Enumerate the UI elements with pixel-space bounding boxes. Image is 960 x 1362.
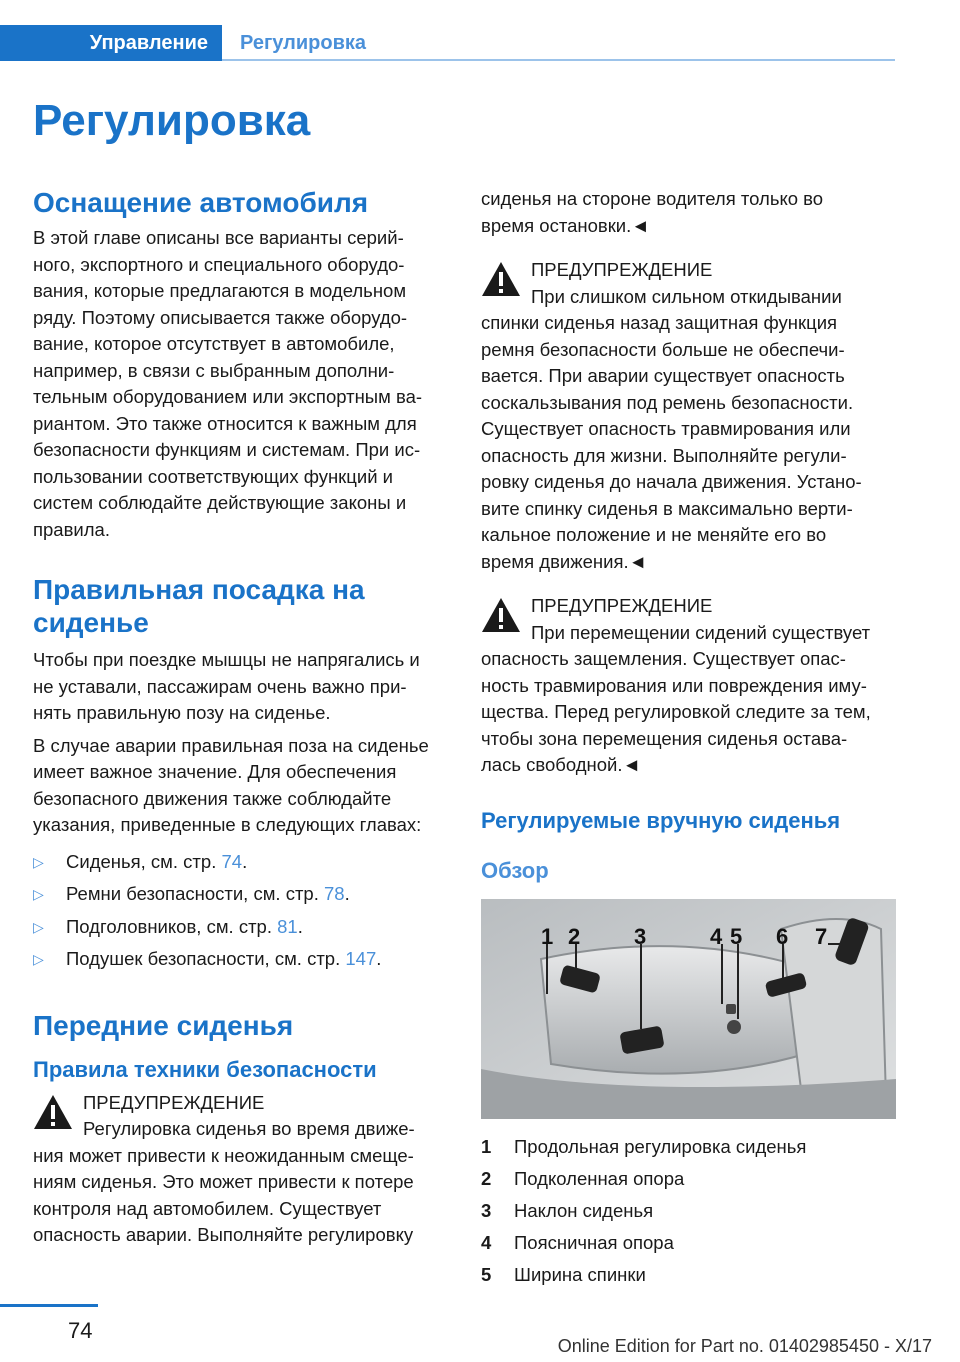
left-column xyxy=(33,186,448,1249)
list-item xyxy=(33,881,448,908)
legend-row xyxy=(481,1259,896,1291)
list-item xyxy=(33,946,448,973)
page-link[interactable]: 74 xyxy=(221,850,243,872)
warning-icon xyxy=(33,1094,73,1130)
page-link[interactable]: 147 xyxy=(345,948,377,969)
warning-block-1 xyxy=(33,1090,448,1249)
triangle-bullet-icon: ▷ xyxy=(33,853,44,870)
text-line: При перемещении сидений существует xyxy=(531,621,871,643)
text-line: чтобы зона перемещения сиденья остава- xyxy=(481,727,848,749)
section-title-line: Правильная посадка на xyxy=(33,574,365,605)
warning-icon xyxy=(481,597,521,633)
photo-label: 7 xyxy=(815,923,828,949)
text-line: Регулировка сиденья во время движе- xyxy=(83,1118,415,1139)
text-line: соскальзывания под ремень безопасности. xyxy=(481,391,854,413)
text-line: опасность аварии. Выполняйте регулировку xyxy=(33,1224,414,1245)
warning-icon xyxy=(481,261,521,297)
triangle-bullet-icon: ▷ xyxy=(33,918,44,935)
footer-rule xyxy=(0,1304,98,1307)
text-line: щества. Перед регулировкой следите за тем, xyxy=(481,701,871,722)
text-line: опасность для жизни. Выполняйте регули- xyxy=(481,444,847,466)
legend-row xyxy=(481,1131,896,1163)
warning-heading: ПРЕДУПРЕЖДЕНИЕ xyxy=(531,259,713,280)
text-line: не уставали, пассажирам очень важно при- xyxy=(33,675,407,697)
photo-label: 2 xyxy=(568,923,581,949)
list-item-text: Подушек безопасности, см. стр. xyxy=(66,948,346,969)
tab-regulirovka[interactable]: Регулировка xyxy=(240,32,367,54)
photo-label: 5 xyxy=(730,923,743,949)
text-line: правила. xyxy=(33,518,110,540)
text-line: вите спинку сиденья в максимально верти- xyxy=(481,497,853,519)
page-title: Регулировка xyxy=(33,96,311,145)
legend-number: 1 xyxy=(481,1135,492,1157)
paragraph-seating-2 xyxy=(33,733,448,839)
photo-label: 3 xyxy=(634,923,647,949)
text-line: время остановки.◄ xyxy=(481,214,650,236)
photo-legend xyxy=(481,1131,896,1291)
paragraph-continuation xyxy=(481,186,896,239)
legend-text: Поясничная опора xyxy=(514,1231,674,1253)
legend-number: 2 xyxy=(481,1167,492,1189)
legend-row xyxy=(481,1195,896,1227)
page-link[interactable]: 81 xyxy=(277,915,298,937)
text-line: ность травмирования или повреждения иму- xyxy=(481,674,867,696)
list-item xyxy=(33,849,448,876)
edition-footer: Online Edition for Part no. 01402985450 - X/17 xyxy=(557,1336,932,1356)
text-line: В случае аварии правильная поза на сиденье xyxy=(33,734,429,756)
list-item-end: . xyxy=(344,883,350,904)
text-line: нять правильную позу на сиденье. xyxy=(33,702,331,723)
text-line: безопасности функциям и системам. При ис- xyxy=(33,439,421,460)
text-line: время движения.◄ xyxy=(481,550,647,572)
legend-number: 4 xyxy=(481,1231,492,1253)
page-link[interactable]: 78 xyxy=(324,883,345,904)
text-line: систем соблюдайте действующие законы и xyxy=(33,492,407,513)
tab-divider-line xyxy=(222,59,895,61)
tab-upravlenie[interactable]: Управление xyxy=(0,25,222,61)
text-line: например, в связи с выбранным дополни- xyxy=(33,359,395,381)
warning-block-2 xyxy=(481,257,896,575)
text-line: В этой главе описаны все варианты серий- xyxy=(33,227,404,248)
legend-text: Продольная регулировка сиденья xyxy=(514,1135,807,1157)
text-line: спинки сиденья назад защитная функция xyxy=(481,312,838,333)
subtitle-overview: Обзор xyxy=(481,857,549,883)
subtitle-safety-rules: Правила техники безопасности xyxy=(33,1056,377,1082)
photo-label: 4 xyxy=(710,923,723,949)
text-line: Существует опасность травмирования или xyxy=(481,418,851,439)
text-line: ния может привести к неожиданным смеще- xyxy=(33,1144,414,1166)
warning-heading: ПРЕДУПРЕЖДЕНИЕ xyxy=(531,595,713,616)
section-title-equipment: Оснащение автомобиля xyxy=(33,187,369,218)
text-line: указания, приведенные в следующих главах: xyxy=(33,814,422,835)
text-line: ровку сиденья до начала движения. Устано- xyxy=(481,471,862,492)
paragraph-seating-1 xyxy=(33,647,448,727)
text-line: имеет важное значение. Для обеспечения xyxy=(33,761,397,782)
legend-row xyxy=(481,1163,896,1195)
legend-text: Ширина спинки xyxy=(514,1263,646,1285)
text-line: вается. При аварии существует опасность xyxy=(481,365,845,386)
text-line: ряду. Поэтому описывается также оборудо- xyxy=(33,306,408,328)
warning-block-3 xyxy=(481,593,896,779)
text-line: лась свободной.◄ xyxy=(481,754,641,775)
text-line: ного, экспортного и специального оборудо- xyxy=(33,253,405,275)
text-line: ниям сиденья. Это может привести к потере xyxy=(33,1171,414,1192)
legend-text: Наклон сиденья xyxy=(514,1199,654,1221)
text-line: кальное положение и не меняйте его во xyxy=(481,524,827,545)
photo-label: 1 xyxy=(541,923,554,949)
paragraph-equipment xyxy=(33,225,448,543)
legend-number: 3 xyxy=(481,1199,492,1221)
section-title-line: сиденье xyxy=(33,607,149,638)
triangle-bullet-icon: ▷ xyxy=(33,951,44,967)
header-tabs xyxy=(0,25,895,63)
text-line: вания, которые предлагаются в модельном xyxy=(33,280,407,301)
right-column xyxy=(481,186,896,1291)
list-item xyxy=(33,914,448,941)
text-line: риантом. Это также относится к важным для xyxy=(33,412,417,434)
text-line: вание, которое отсутствует в автомобиле, xyxy=(33,333,395,354)
text-line: контроля над автомобилем. Существует xyxy=(33,1197,382,1219)
reference-list xyxy=(33,849,448,973)
text-line: опасность защемления. Существует опас- xyxy=(481,648,846,669)
text-line: сиденья на стороне водителя только во xyxy=(481,188,824,209)
text-line: пользовании соответствующих функций и xyxy=(33,465,394,487)
list-item-end: . xyxy=(242,850,248,872)
text-line: безопасного движения также соблюдайте xyxy=(33,787,392,809)
list-item-text: Ремни безопасности, см. стр. xyxy=(66,883,324,904)
text-line: ремня безопасности больше не обеспечи- xyxy=(481,338,845,360)
text-line: тельным оборудованием или экспортным ва- xyxy=(33,386,423,407)
seat-controls-photo xyxy=(481,899,896,1119)
photo-label: 6 xyxy=(776,923,789,949)
subtitle-manual-seats: Регулируемые вручную сиденья xyxy=(481,807,841,833)
seat-illustration xyxy=(481,899,896,1119)
warning-heading: ПРЕДУПРЕЖДЕНИЕ xyxy=(83,1091,265,1113)
list-item-text: Сиденья, см. стр. xyxy=(66,850,222,872)
section-title-front-seats: Передние сиденья xyxy=(33,1009,294,1041)
text-line: Чтобы при поездке мышцы не напрягались и xyxy=(33,649,420,670)
list-item-text: Подголовников, см. стр. xyxy=(66,915,278,937)
list-item-end: . xyxy=(297,915,303,937)
legend-row xyxy=(481,1227,896,1259)
triangle-bullet-icon: ▷ xyxy=(33,886,44,902)
section-title-seating xyxy=(33,573,448,639)
list-item-end: . xyxy=(376,948,382,969)
page-number: 74 xyxy=(68,1318,93,1343)
text-line: При слишком сильном откидывании xyxy=(531,285,842,307)
legend-text: Подколенная опора xyxy=(514,1167,685,1189)
legend-number: 5 xyxy=(481,1263,492,1285)
